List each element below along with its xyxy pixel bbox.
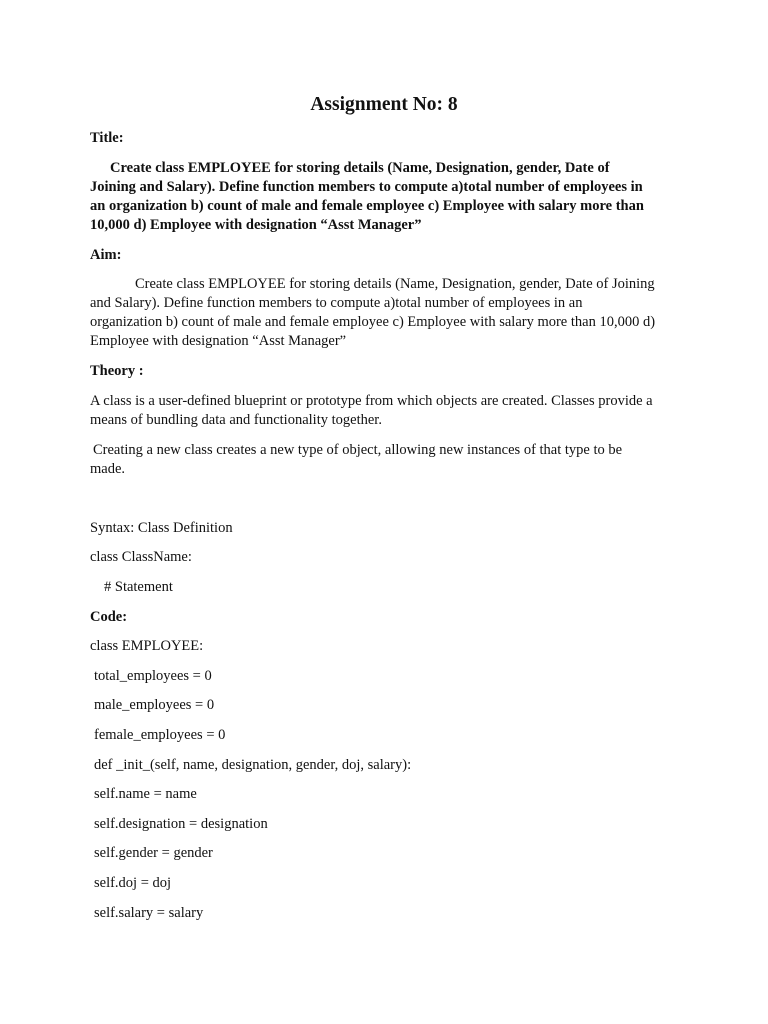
code-line: female_employees = 0 xyxy=(94,727,226,743)
page-title: Assignment No: 8 xyxy=(310,94,458,115)
title-text-line: Joining and Salary). Define function members to compute a)total number of employees in xyxy=(90,179,643,195)
syntax-line: # Statement xyxy=(104,579,173,595)
theory-text-line: A class is a user-defined blueprint or prototype from which objects are created. Classes provide a xyxy=(90,393,653,409)
code-line: class EMPLOYEE: xyxy=(90,638,204,654)
syntax-label: Syntax: Class Definition xyxy=(90,520,233,536)
code-line: self.designation = designation xyxy=(94,816,268,832)
theory-text-line: made. xyxy=(90,461,126,477)
aim-text-line: Employee with designation “Asst Manager” xyxy=(90,333,347,349)
aim-label: Aim: xyxy=(90,247,122,263)
code-line: def _init_(self, name, designation, gender, doj, salary): xyxy=(94,757,412,773)
code-line: male_employees = 0 xyxy=(94,697,215,713)
syntax-line: class ClassName: xyxy=(90,549,192,565)
code-line: self.doj = doj xyxy=(94,875,172,891)
aim-text-line: and Salary). Define function members to compute a)total number of employees in an xyxy=(90,295,583,311)
theory-text-line: means of bundling data and functionality together. xyxy=(90,412,382,428)
title-text-line: 10,000 d) Employee with designation “Asst Manager” xyxy=(90,217,422,233)
title-text-line: Create class EMPLOYEE for storing details (Name, Designation, gender, Date of xyxy=(110,160,610,176)
theory-text-line: Creating a new class creates a new type of object, allowing new instances of that type to be xyxy=(93,442,623,458)
code-label: Code: xyxy=(90,609,128,625)
title-text-line: an organization b) count of male and female employee c) Employee with salary more than xyxy=(90,198,644,214)
code-line: self.name = name xyxy=(94,786,197,802)
aim-text-line: Create class EMPLOYEE for storing details (Name, Designation, gender, Date of Joining xyxy=(135,276,655,292)
code-line: total_employees = 0 xyxy=(94,668,212,684)
code-line: self.salary = salary xyxy=(94,905,204,921)
title-label: Title: xyxy=(90,130,124,146)
code-line: self.gender = gender xyxy=(94,845,213,861)
theory-label: Theory : xyxy=(90,363,144,379)
aim-text-line: organization b) count of male and female employee c) Employee with salary more than 10,000 d) xyxy=(90,314,656,330)
